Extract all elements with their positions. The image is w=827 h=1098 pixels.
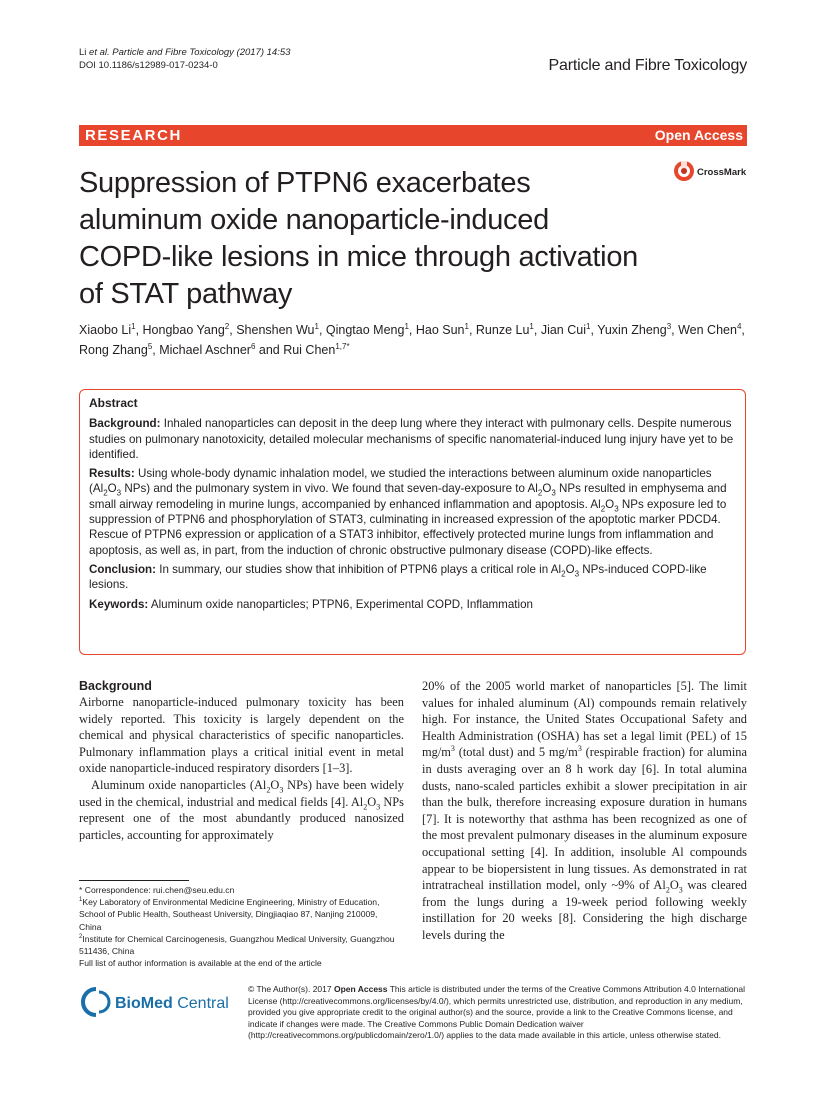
chem-al2o3: $Al_2O_3$ — [550, 562, 580, 579]
abstract-keywords-label: Keywords: — [89, 597, 149, 611]
author-name[interactable]: Rong Zhang$^5$ — [79, 341, 153, 357]
abstract-box — [79, 389, 746, 655]
chem-al2o3: $Al_2O_3$ — [92, 482, 122, 498]
article-title: Suppression of PTPN6 exacerbates aluminum oxide nanoparticle-induced COPD-like lesions in mice through activation of STAT pathway — [79, 167, 638, 310]
biomed-central-logo[interactable] — [79, 984, 239, 1022]
citation-rest: et al. Particle and Fibre Toxicology (2017) 14:53 — [89, 47, 291, 58]
abstract-results: Results: Using whole-body dynamic inhalation model, we studied the interactions between aluminum oxide nanoparticles ($Al_2O_3$ NPs) and the pulmonary system in vivo. We found that seven-day-exposure to $Al_2O_3$ NPs resulted in emphysema and small airway remodeling in murine lungs, accompanied by enhanced inflammation and apoptosis. $Al_2O_3$ NPs exposure led to suppression of PTPN6 and phosphorylation of STAT3, culminating in increased expression of the apoptotic marker PDCD4. Rescue of PTPN6 expression or application of a STAT3 inhibitor, effectively protected murine lungs from inflammation and apoptosis, as well as, in part, from the induction of chronic obstructive pulmonary disease (COPD)-like effects. — [89, 467, 727, 557]
body-paragraph-2: Aluminum oxide nanoparticles ($Al_2O_3$ NPs) have been widely used in the chemical, industrial and medical fields [4]. $Al_2O_3$ NPs represent one of the most abundantly produced nanosized particles, accounting for approximately — [79, 777, 405, 842]
crossmark-label: CrossMark — [697, 167, 747, 178]
biomed-central-logo-icon — [79, 984, 239, 1022]
correspondence[interactable]: * Correspondence: rui.chen@seu.edu.cn — [79, 885, 235, 895]
affiliation-2: $^2$Institute for Chemical Carcinogenesis, Guangzhou Medical University, Guangzhou 511436, China — [79, 933, 395, 957]
body-column-right — [422, 678, 747, 944]
chem-al2o3: $Al_2O_3$ — [653, 878, 683, 895]
journal-name: Particle and Fibre Toxicology — [548, 57, 747, 74]
open-access-label: Open Access — [654, 127, 743, 143]
author-name[interactable]: Shenshen Wu$^1$ — [236, 321, 319, 337]
abstract-results-label: Results: — [89, 467, 135, 481]
author-name[interactable]: Yuxin Zheng$^3$ — [597, 321, 672, 337]
body-paragraph-1: Airborne nanoparticle-induced pulmonary toxicity has been widely reported. This toxicity is largely dependent on the chemical and physical characteristics of specific nanoparticles. Pulmonary inflammation plays a critical initial event in metal oxide nanoparticle-induced respiratory disorders [1–3]. — [79, 695, 404, 776]
author-name[interactable]: Michael Aschner$^6$ — [159, 341, 256, 357]
article-type-label: RESEARCH — [85, 127, 182, 144]
abstract-conclusion: Conclusion: In summary, our studies show that inhibition of PTPN6 plays a critical role in $Al_2O_3$ NPs-induced COPD-like lesions. — [89, 562, 707, 592]
body-column-left — [79, 678, 404, 843]
abstract-background: Background: Inhaled nanoparticles can deposit in the deep lung where they interact with pulmonary cells. Despite numerous studies on pulmonary nanotoxicity, detailed molecular mechanisms of specific nanomaterial-induced lung injury have yet to be identified. — [89, 417, 734, 461]
full-author-info-note: Full list of author information is available at the end of the article — [79, 958, 322, 969]
license-statement: © The Author(s). 2017 Open Access This article is distributed under the terms of the Creative Commons Attribution 4.0 International License (http://creativecommons.org/licenses/by/4.0/), which permits unrestricted use, distribution, and reproduction in any medium, provided you give appropriate credit to the original author(s) and the source, provide a link to the Creative Commons license, and indicate if changes were made. The Creative Commons Public Domain Dedication waiver (http://creativecommons.org/publicdomain/zero/1.0/) applies to the data made available in this article, unless otherwise stated. — [248, 984, 746, 1040]
affiliation-1: $^1$Key Laboratory of Environmental Medicine Engineering, Ministry of Education, School of Public Health, Southeast University, Dingjiaqiao 87, Nanjing 210009, China — [79, 897, 380, 932]
chem-al2o3: $Al_2O_3$ — [527, 482, 556, 498]
footnotes — [79, 884, 399, 969]
svg-text:BioMed Central: BioMed Central — [115, 995, 229, 1012]
section-heading-background: Background — [79, 679, 152, 693]
crossmark-badge[interactable] — [672, 158, 752, 184]
abstract-heading: Abstract — [89, 396, 138, 410]
doi[interactable]: DOI 10.1186/s12989-017-0234-0 — [79, 60, 218, 71]
crossmark-icon — [672, 158, 752, 184]
abstract-conclusion-label: Conclusion: — [89, 562, 156, 576]
author-name[interactable]: Hao Sun$^1$ — [415, 321, 469, 337]
author-name[interactable]: Runze Lu$^1$ — [475, 321, 534, 337]
author-name[interactable]: Qingtao Meng$^1$ — [325, 321, 409, 337]
author-list: Xiaobo Li$^1$, Hongbao Yang$^2$, Shenshen Wu$^1$, Qingtao Meng$^1$, Hao Sun$^1$, Runze Lu$^1$, Jian Cui$^1$, Yuxin Zheng$^3$, Wen Chen$^4$, Rong Zhang$^5$, Michael Aschner$^6$ and Rui Chen$^{1,7*}$ — [79, 321, 745, 357]
citation-header — [79, 46, 290, 72]
citation-authors: Li — [79, 47, 87, 58]
author-name[interactable]: Rui Chen$^{1,7*}$ — [283, 341, 350, 357]
author-name[interactable]: Jian Cui$^1$ — [540, 321, 591, 337]
footnote-rule — [79, 880, 189, 881]
body-paragraph-3: 20% of the 2005 world market of nanoparticles [5]. The limit values for inhaled aluminum (Al) compounds remain relatively high. For instance, the United States Occupational Safety and Health Administration (OSHA) has set a legal limit (PEL) of 15 $mg/m^3$ (total dust) and 5 $mg/m^3$ (respirable fraction) for alumina in dusts averaging over an 8 h work day [6]. In total alumina dusts, nano-scaled particles exhibit a slower precipitation in air than the bulk, therefore increasing exposure duration in humans [7]. It is noteworthy that asthma has been recognized as one of the most prevalent pulmonary diseases in the aluminum exposure occupational setting [4]. In addition, insoluble Al compounds appear to be biopersistent in lung tissues. As demonstrated in rat intratracheal instillation model, only ~9% of $Al_2O_3$ was cleared from the lungs during a 19-week period following weekly instillation for 20 weeks [8]. Considering the high discharge levels during the — [422, 679, 747, 942]
chem-al2o3: $Al_2O_3$ — [350, 794, 381, 812]
author-name[interactable]: Xiaobo Li$^1$ — [79, 321, 136, 337]
license-open-access: Open Access — [333, 984, 388, 994]
chem-al2o3: $Al_2O_3$ — [253, 777, 284, 795]
author-name[interactable]: Hongbao Yang$^2$ — [142, 321, 230, 337]
abstract-keywords: Keywords: Aluminum oxide nanoparticles; PTPN6, Experimental COPD, Inflammation — [89, 597, 533, 611]
abstract-background-label: Background: — [89, 417, 161, 431]
article-type-banner — [79, 125, 747, 146]
chem-al2o3: $Al_2O_3$ — [590, 497, 619, 514]
author-name[interactable]: Wen Chen$^4$ — [678, 321, 742, 337]
